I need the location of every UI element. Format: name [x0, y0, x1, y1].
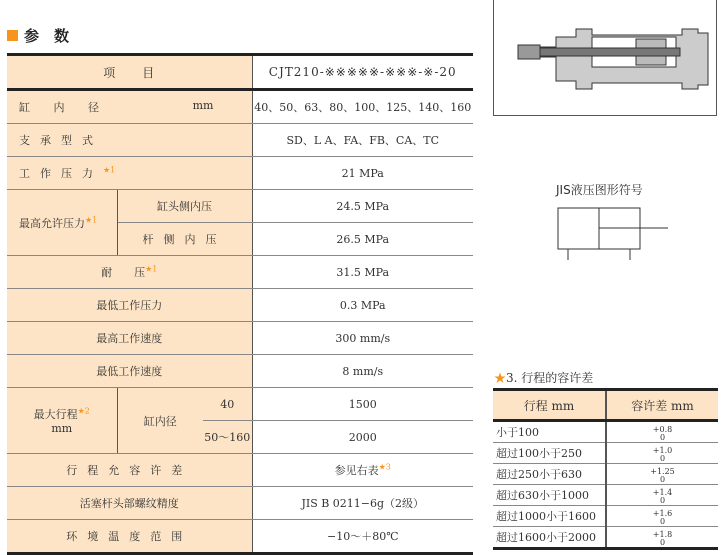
table-row: 最低工作压力 0.3 MPa — [7, 289, 473, 322]
table-row: 缸 内 径 mm 40、50、63、80、100、125、140、160 — [7, 90, 473, 124]
stroke-range: 超过1000小于1600 — [493, 506, 606, 527]
table-header: 行程 mm 容许差 mm — [493, 390, 718, 421]
table-header: 项 目 CJT210-※※※※※-※※※-※-20 — [7, 55, 473, 90]
table-row: 活塞杆头部螺纹精度 JIS B 0211−6g（2级） — [7, 487, 473, 520]
table-row: 行程允容许差 参见右表$^{★3}$ — [7, 454, 473, 487]
table-row: 环境温度范围 −10～＋80℃ — [7, 520, 473, 554]
star-icon: ★ — [494, 371, 507, 385]
table-row: 工作压力$^{★1}$ 21 MPa — [7, 157, 473, 190]
table-row: 最大行程$^{★2}$ mm 缸内径 40 1500 — [7, 388, 473, 421]
stroke-range: 超过1600小于2000 — [493, 527, 606, 549]
table-row: 最高允许压力$^{★1}$ 缸头侧内压 24.5 MPa — [7, 190, 473, 223]
tolerance-title: ★3. 行程的容许差 — [494, 371, 594, 385]
hydraulic-symbol-icon — [550, 200, 680, 270]
tolerance-value: +1.4 0 — [606, 485, 718, 506]
tolerance-value: +1.25 0 — [606, 464, 718, 485]
table-row — [493, 443, 718, 464]
table-row: 50～160 2000 — [7, 421, 473, 454]
table-row — [493, 485, 718, 506]
stroke-range: 超过250小于630 — [493, 464, 606, 485]
table-row: 支承型式 SD、L A、FA、FB、CA、TC — [7, 124, 473, 157]
table-row: 最低工作速度 8 mm/s — [7, 355, 473, 388]
table-row: 杆侧内压 26.5 MPa — [7, 223, 473, 256]
table-row: 最高工作速度 300 mm/s — [7, 322, 473, 355]
tolerance-value: +1.6 0 — [606, 506, 718, 527]
table-row — [493, 421, 718, 443]
parameter-table — [7, 53, 473, 555]
cylinder-section-drawing — [493, 0, 717, 116]
tolerance-value: +0.8 0 — [606, 421, 718, 443]
stroke-range: 超过630小于1000 — [493, 485, 606, 506]
section-title: 参 数 — [7, 25, 69, 46]
symbol-title: JIS液压图形符号 — [556, 183, 643, 197]
table-row — [493, 506, 718, 527]
table-row: 耐 压$^{★1}$ 31.5 MPa — [7, 256, 473, 289]
tolerance-value: +1.0 0 — [606, 443, 718, 464]
table-row — [493, 464, 718, 485]
table-row — [493, 527, 718, 549]
stroke-range: 小于100 — [493, 421, 606, 443]
stroke-range: 超过100小于250 — [493, 443, 606, 464]
tolerance-value: +1.8 0 — [606, 527, 718, 549]
tolerance-table — [493, 388, 718, 550]
orange-square-icon — [7, 30, 18, 41]
